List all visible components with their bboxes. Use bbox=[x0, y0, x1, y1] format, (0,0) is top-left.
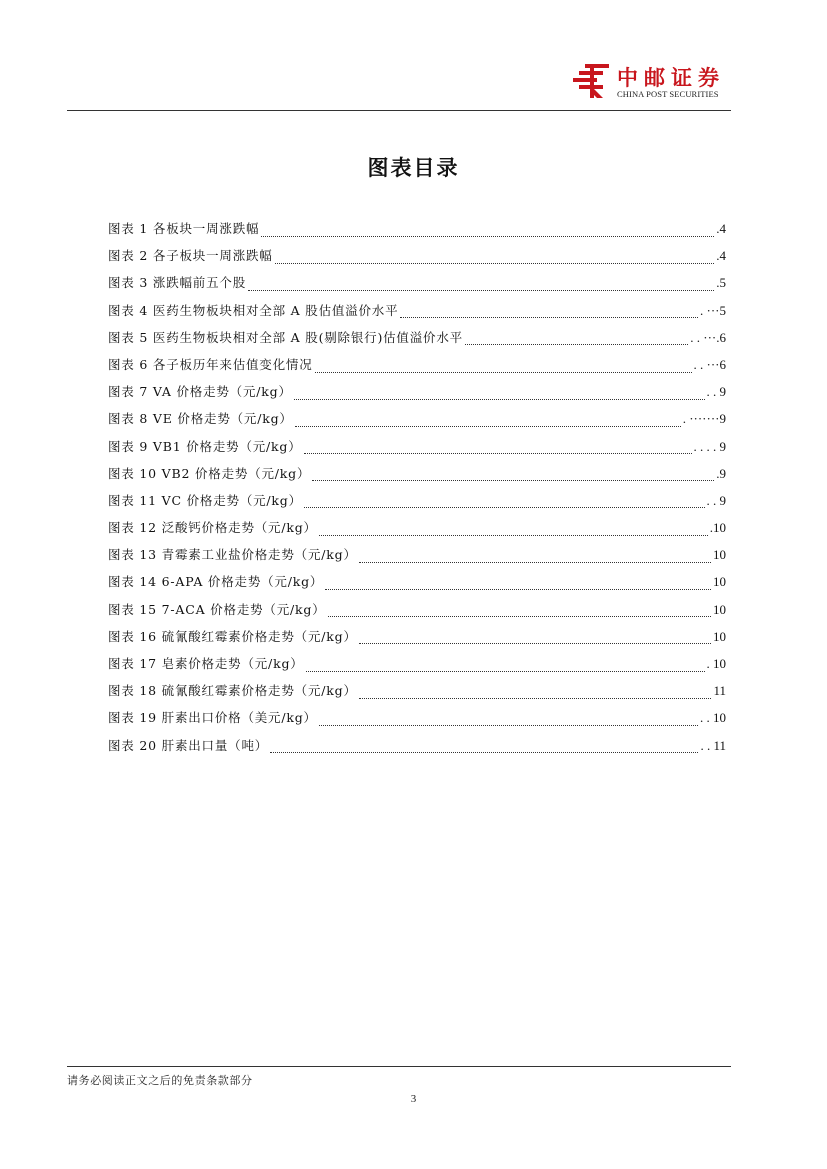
disclaimer-text: 请务必阅读正文之后的免责条款部分 bbox=[67, 1074, 253, 1087]
toc-entry-label: 图表 15 7-ACA 价格走势（元/kg） bbox=[108, 601, 326, 617]
toc-entry-label: 图表 19 肝素出口价格（美元/kg） bbox=[108, 710, 317, 726]
toc-entry-page: .10 bbox=[709, 520, 726, 536]
toc-entry-page: 10 bbox=[713, 547, 726, 563]
toc-entry[interactable] bbox=[108, 736, 726, 763]
toc-leader-dots bbox=[261, 235, 714, 237]
toc-leader-dots bbox=[465, 343, 688, 345]
toc-entry-page: .4 bbox=[716, 248, 726, 264]
toc-entry[interactable] bbox=[108, 219, 726, 246]
toc-entry[interactable] bbox=[108, 246, 726, 273]
toc-entry-label: 图表 14 6-APA 价格走势（元/kg） bbox=[108, 574, 324, 590]
toc-entry-label: 图表 1 各板块一周涨跌幅 bbox=[108, 221, 260, 236]
page-number: 3 bbox=[410, 1093, 417, 1105]
toc-leader-dots bbox=[325, 588, 711, 590]
toc-leader-dots bbox=[328, 615, 711, 617]
toc-leader-dots bbox=[319, 534, 708, 536]
toc-entry-page: .4 bbox=[716, 221, 726, 236]
toc-leader-dots bbox=[295, 425, 681, 427]
china-post-logo-icon bbox=[573, 62, 611, 100]
toc-entry[interactable] bbox=[108, 328, 726, 355]
toc-entry-page: 10 bbox=[713, 628, 726, 644]
toc-entry-label: 图表 6 各子板历年来估值变化情况 bbox=[108, 356, 313, 372]
toc-entry-label: 图表 11 VC 价格走势（元/kg） bbox=[108, 492, 302, 508]
toc-entry[interactable] bbox=[108, 464, 726, 491]
toc-entry-page: .5 bbox=[716, 275, 726, 291]
toc-entry[interactable] bbox=[108, 409, 726, 436]
toc-leader-dots bbox=[319, 724, 698, 726]
toc-entry[interactable] bbox=[108, 301, 726, 328]
toc-entry[interactable] bbox=[108, 545, 726, 572]
logo-chinese-text: 中邮证券 bbox=[617, 66, 725, 90]
page-title: 图表目录 bbox=[367, 156, 460, 180]
toc-leader-dots bbox=[275, 262, 715, 264]
footer-divider bbox=[67, 1066, 731, 1067]
toc-leader-dots bbox=[306, 670, 705, 672]
logo-english-text: CHINA POST SECURITIES bbox=[617, 89, 719, 99]
toc-entry-label: 图表 16 硫氰酸红霉素价格走势（元/kg） bbox=[108, 628, 357, 644]
toc-entry[interactable] bbox=[108, 600, 726, 627]
toc-entry-label: 图表 4 医药生物板块相对全部 A 股估值溢价水平 bbox=[108, 302, 399, 318]
toc-entry[interactable] bbox=[108, 355, 726, 382]
toc-entry[interactable] bbox=[108, 491, 726, 518]
toc-entry-label: 图表 13 青霉素工业盐价格走势（元/kg） bbox=[108, 547, 357, 563]
toc-leader-dots bbox=[248, 289, 714, 291]
toc-entry-page: . ···5 bbox=[700, 302, 726, 318]
toc-entry-label: 图表 9 VB1 价格走势（元/kg） bbox=[108, 438, 302, 454]
table-of-figures bbox=[108, 219, 726, 763]
toc-entry-label: 图表 18 硫氰酸红霉素价格走势（元/kg） bbox=[108, 683, 357, 699]
toc-entry-page: . ·······9 bbox=[682, 411, 726, 427]
toc-entry[interactable] bbox=[108, 627, 726, 654]
toc-leader-dots bbox=[315, 371, 692, 373]
toc-entry-page: 10 bbox=[713, 601, 726, 617]
toc-leader-dots bbox=[359, 561, 711, 563]
toc-entry-label: 图表 3 涨跌幅前五个股 bbox=[108, 275, 246, 291]
toc-leader-dots bbox=[400, 316, 698, 318]
toc-entry-label: 图表 12 泛酸钙价格走势（元/kg） bbox=[108, 520, 317, 536]
toc-leader-dots bbox=[359, 697, 712, 699]
toc-leader-dots bbox=[312, 479, 714, 481]
toc-entry[interactable] bbox=[108, 518, 726, 545]
toc-entry[interactable] bbox=[108, 437, 726, 464]
toc-entry-page: . . . . 9 bbox=[693, 438, 726, 454]
toc-entry-page: . . 9 bbox=[706, 384, 726, 400]
toc-entry[interactable] bbox=[108, 382, 726, 409]
toc-entry-page: . . 10 bbox=[700, 710, 726, 726]
toc-entry[interactable] bbox=[108, 654, 726, 681]
toc-leader-dots bbox=[294, 398, 705, 400]
toc-entry-page: 11 bbox=[713, 683, 726, 699]
toc-entry-label: 图表 8 VE 价格走势（元/kg） bbox=[108, 411, 293, 427]
page-header bbox=[0, 0, 827, 112]
toc-entry-page: . . ···6 bbox=[693, 356, 726, 372]
toc-leader-dots bbox=[359, 642, 711, 644]
toc-entry-page: . . 11 bbox=[700, 737, 726, 753]
toc-entry-label: 图表 7 VA 价格走势（元/kg） bbox=[108, 384, 292, 400]
toc-entry-page: 10 bbox=[713, 574, 726, 590]
toc-leader-dots bbox=[304, 506, 705, 508]
toc-entry-label: 图表 2 各子板块一周涨跌幅 bbox=[108, 248, 273, 264]
toc-entry-label: 图表 20 肝素出口量（吨） bbox=[108, 737, 269, 753]
toc-leader-dots bbox=[270, 751, 698, 753]
header-divider bbox=[67, 110, 731, 111]
toc-entry-page: .9 bbox=[716, 465, 726, 481]
toc-entry-page: . . ···.6 bbox=[690, 329, 726, 345]
toc-entry[interactable] bbox=[108, 273, 726, 300]
company-logo bbox=[573, 62, 733, 104]
toc-entry[interactable] bbox=[108, 572, 726, 599]
toc-entry-page: . 10 bbox=[706, 656, 726, 671]
toc-leader-dots bbox=[304, 452, 692, 454]
toc-entry[interactable] bbox=[108, 708, 726, 735]
toc-entry[interactable] bbox=[108, 681, 726, 708]
toc-entry-label: 图表 5 医药生物板块相对全部 A 股(剔除银行)估值溢价水平 bbox=[108, 329, 463, 345]
toc-entry-label: 图表 17 皂素价格走势（元/kg） bbox=[108, 656, 304, 671]
toc-entry-label: 图表 10 VB2 价格走势（元/kg） bbox=[108, 465, 311, 481]
toc-entry-page: . . 9 bbox=[706, 492, 726, 508]
